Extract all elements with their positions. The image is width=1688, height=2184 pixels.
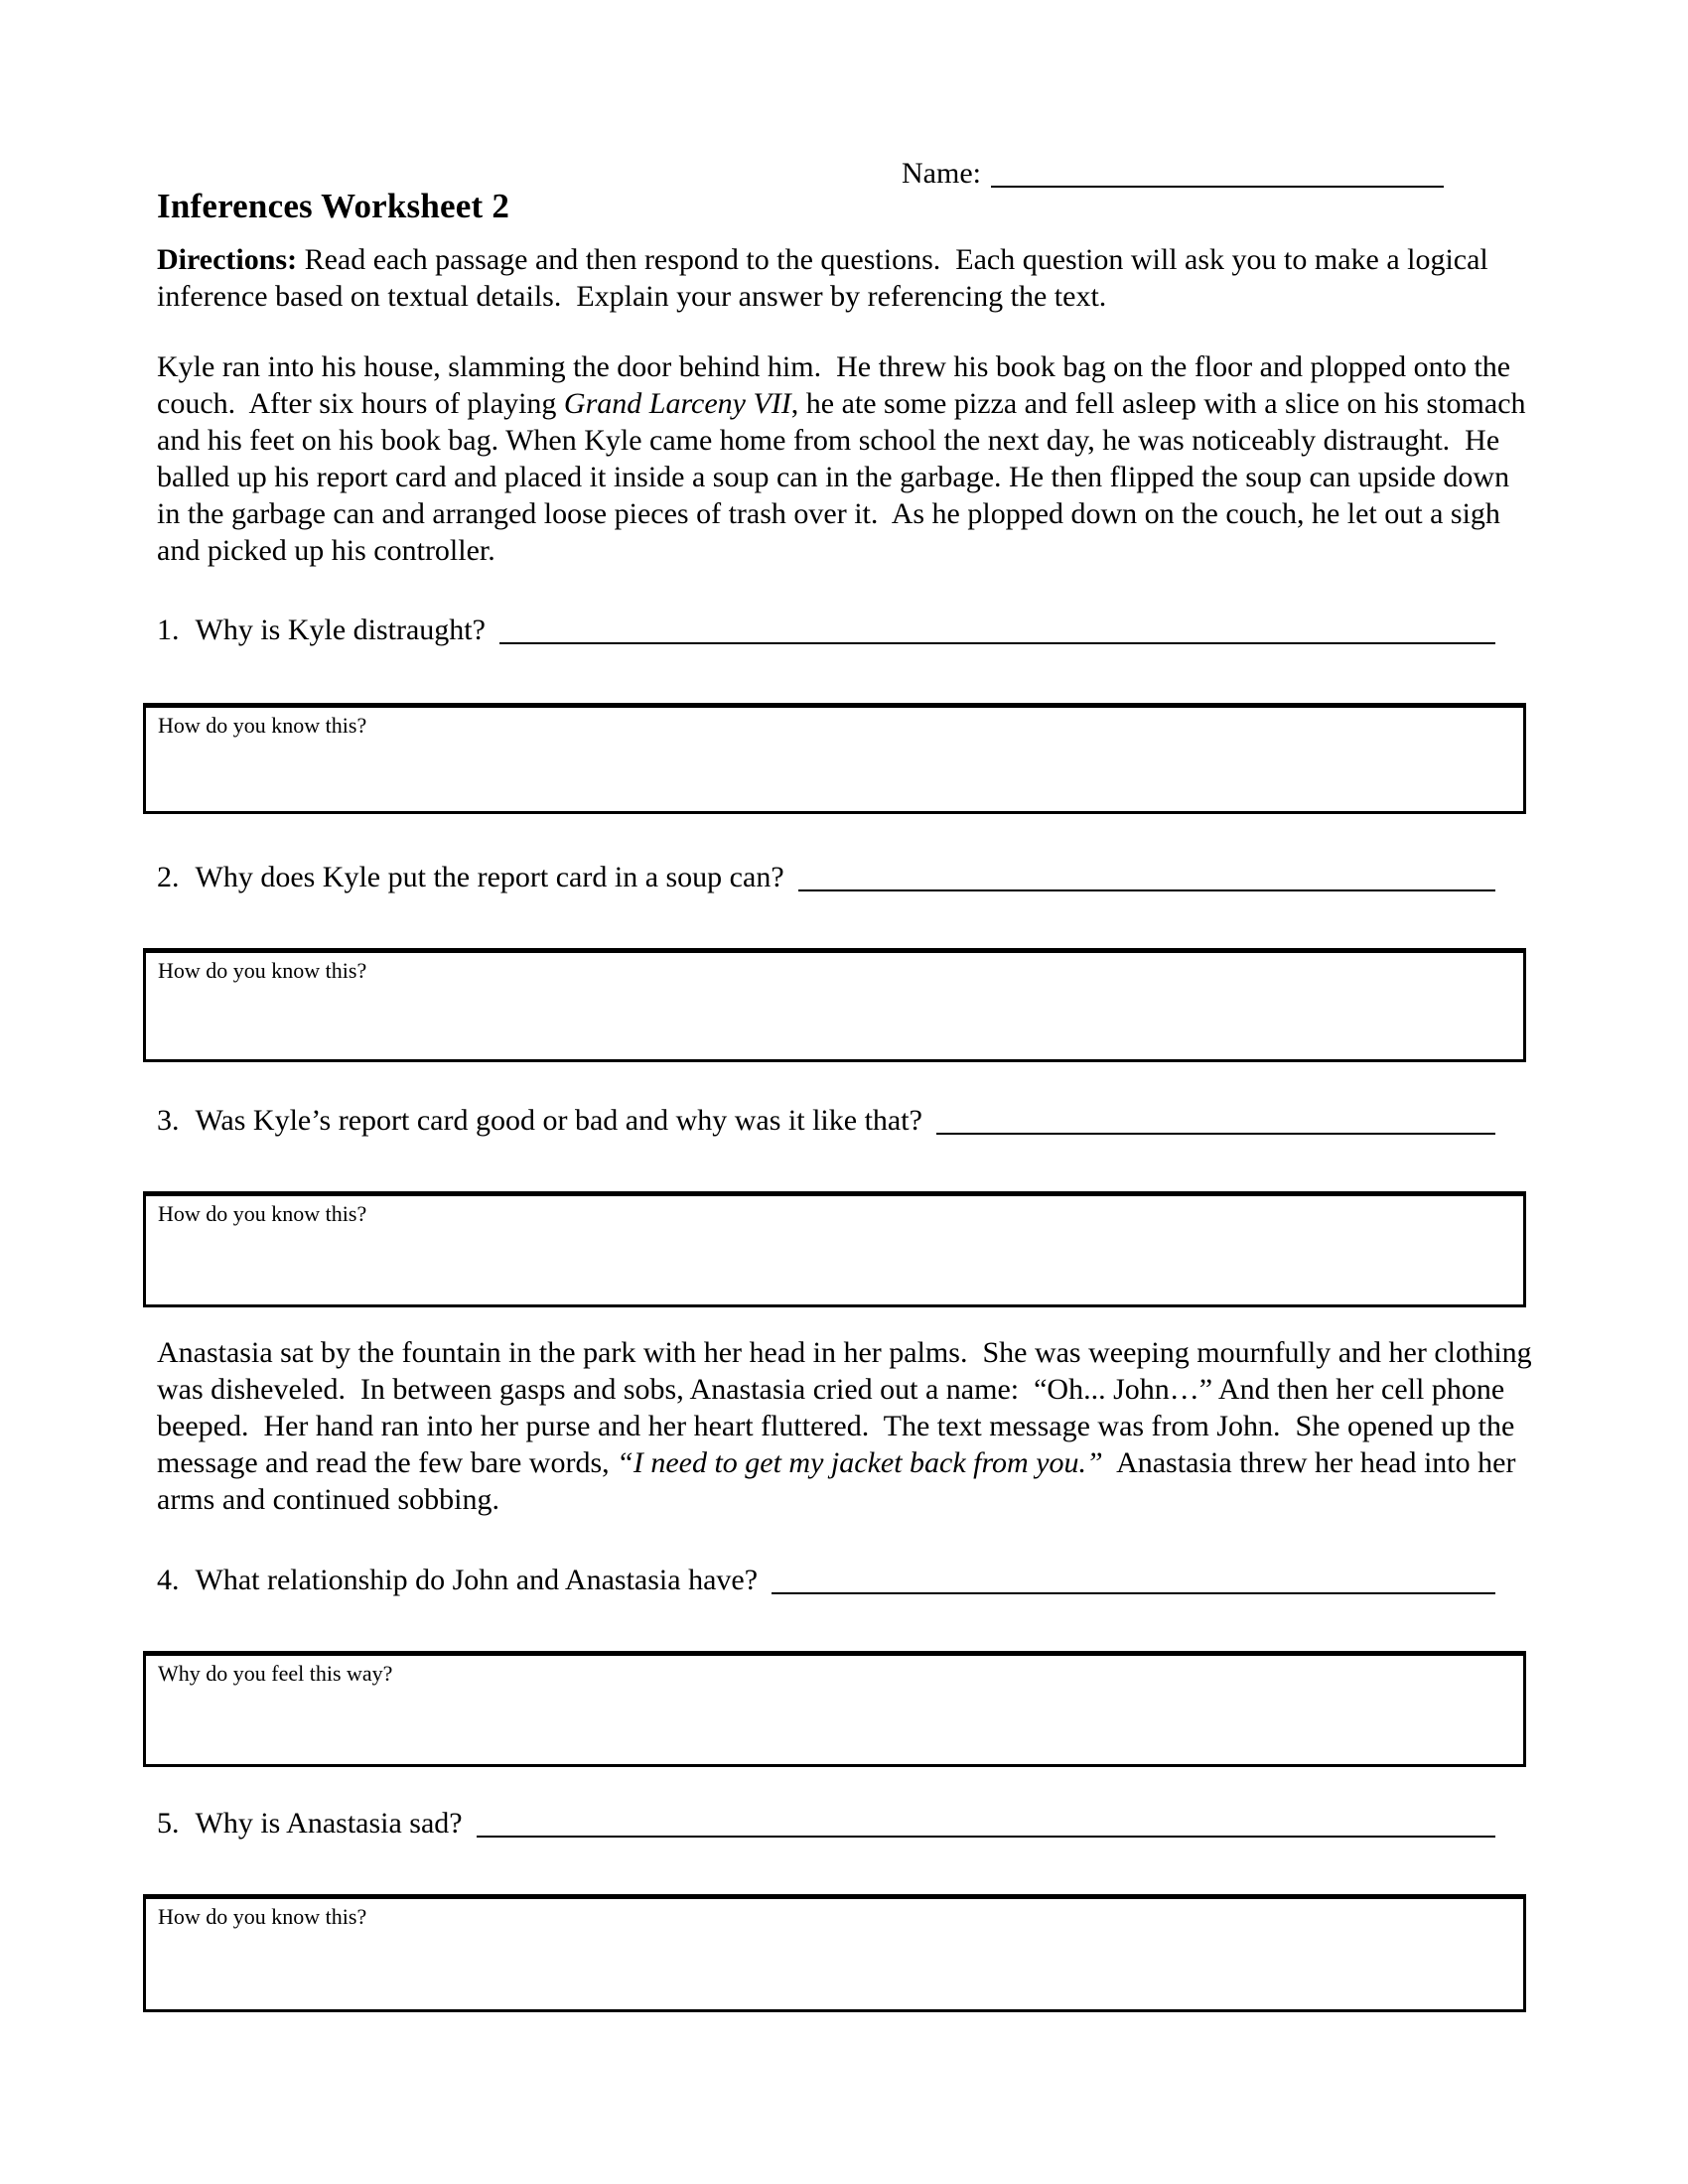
question-2-text: Why does Kyle put the report card in a soup can? <box>195 861 784 893</box>
question-5 <box>157 1805 1495 1842</box>
question-3 <box>157 1102 1495 1139</box>
question-5-number: 5. <box>157 1807 180 1840</box>
directions-label: Directions: <box>157 243 298 276</box>
name-row <box>902 155 1444 192</box>
answer-box-1[interactable] <box>143 703 1526 814</box>
answer-box-5-label: How do you know this? <box>158 1904 367 1929</box>
question-2-number: 2. <box>157 861 180 893</box>
question-3-number: 3. <box>157 1104 180 1137</box>
question-3-text: Was Kyle’s report card good or bad and why was it like that? <box>195 1104 922 1137</box>
directions-text: Read each passage and then respond to the questions. Each question will ask you to make a logical inference based on textual details. Explain your answer by referencing the text. <box>157 243 1496 313</box>
name-blank-line[interactable] <box>991 186 1444 188</box>
name-label: Name: <box>902 157 981 190</box>
answer-line-3[interactable] <box>936 1133 1495 1135</box>
question-1-text: Why is Kyle distraught? <box>195 614 486 646</box>
answer-box-4[interactable] <box>143 1651 1526 1767</box>
directions <box>157 241 1539 315</box>
passage-anastasia: Anastasia sat by the fountain in the park with her head in her palms. She was weeping mournfully and her clothing was disheveled. In between gasps and sobs, Anastasia cried out a name: “Oh... John…” And then her cell phone beeped. Her hand ran into her purse and her heart fluttered. The text message was from John. She opened up the message and read the few bare words, “I need to get my jacket back from you.” Anastasia threw her head into her arms and continued sobbing. <box>157 1336 1540 1516</box>
answer-line-5[interactable] <box>477 1836 1495 1838</box>
answer-box-5[interactable] <box>143 1894 1526 2012</box>
question-4-text: What relationship do John and Anastasia have? <box>195 1564 759 1596</box>
answer-box-2-label: How do you know this? <box>158 958 367 983</box>
answer-line-2[interactable] <box>798 889 1495 891</box>
answer-box-3-label: How do you know this? <box>158 1201 367 1226</box>
answer-box-1-label: How do you know this? <box>158 713 367 738</box>
answer-line-4[interactable] <box>772 1592 1495 1594</box>
answer-box-2[interactable] <box>143 948 1526 1062</box>
page-title: Inferences Worksheet 2 <box>157 187 510 225</box>
question-1 <box>157 612 1495 648</box>
answer-line-1[interactable] <box>499 642 1495 644</box>
question-4-number: 4. <box>157 1564 180 1596</box>
question-1-number: 1. <box>157 614 180 646</box>
question-5-text: Why is Anastasia sad? <box>195 1807 463 1840</box>
answer-box-3[interactable] <box>143 1191 1526 1307</box>
answer-box-4-label: Why do you feel this way? <box>158 1661 393 1686</box>
question-2 <box>157 859 1495 895</box>
passage-kyle: Kyle ran into his house, slamming the door behind him. He threw his book bag on the floor and plopped onto the couch. After six hours of playing Grand Larceny VII, he ate some pizza and fell asleep with a slice on his stomach and his feet on his book bag. When Kyle came home from school the next day, he was noticeably distraught. He balled up his report card and placed it inside a soup can in the garbage. He then flipped the soup can upside down in the garbage can and arranged loose pieces of trash over it. As he plopped down on the couch, he let out a sigh and picked up his controller. <box>157 350 1534 567</box>
question-4 <box>157 1562 1495 1598</box>
